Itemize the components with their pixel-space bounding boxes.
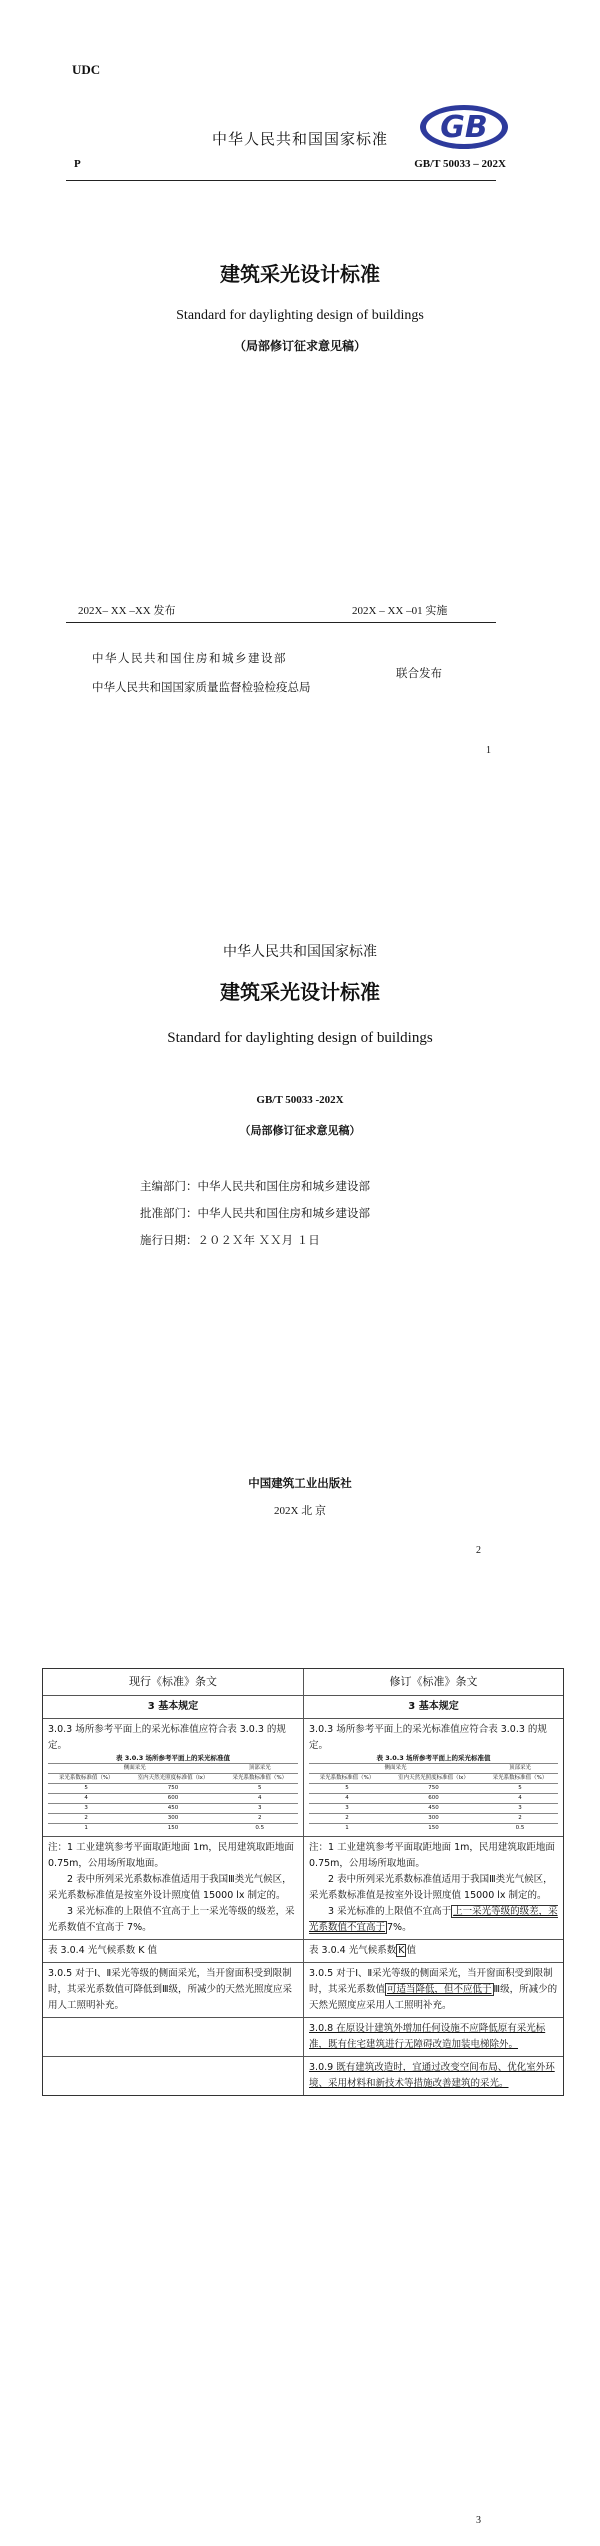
p-label: P (74, 158, 81, 170)
gb-logo-text: GB (440, 110, 488, 145)
table-group-top: 顶部采光 (482, 1764, 558, 1774)
clause-309-row (43, 2056, 563, 2095)
note-1-revised: 注：1 工业建筑参考平面取距地面 1m，民用建筑取距地面 0.75m，公用场所取地面。 (309, 1842, 555, 1869)
column-header-current: 现行《标准》条文 (129, 1675, 217, 1688)
issuer-aqsiq: 中华人民共和国国家质量监督检验检疫总局 (92, 680, 311, 694)
table-row: 5 750 5 (48, 1784, 298, 1794)
issuer-mohurd: 中华人民共和国住房和城乡建设部 (92, 651, 287, 665)
table-head-coefficient: 采光系数标准值（%） (309, 1774, 385, 1784)
table-head-illuminance: 室内天然光照度标准值（lx） (124, 1774, 221, 1784)
revised-text-highlight: 可适当降低，但不应低于 (387, 1984, 492, 1995)
table-row: 5 750 5 (309, 1784, 558, 1794)
table-row: 3 450 3 (309, 1804, 558, 1814)
table-row: 3 450 3 (48, 1804, 298, 1814)
clause-308-revised: 3.0.8 在原设计建筑外增加任何设施不应降低原有采光标准，既有住宅建筑进行无障碍改造加装电梯除外。 (303, 2018, 563, 2056)
gb-logo (418, 102, 510, 152)
table-group-top: 顶部采光 (222, 1764, 298, 1774)
table-row: 4 600 4 (309, 1794, 558, 1804)
page-number-3: 3 (476, 2515, 481, 2526)
note-3-revised: 3 采光标准的上限值不宜高于 上一采光等级的级差，采光系数值不宜高于 7%。 (309, 1906, 558, 1933)
clause-308-current (43, 2018, 303, 2056)
clause-303-row (43, 1718, 563, 1836)
approving-department: 批准部门：中华人民共和国住房和城乡建设部 (140, 1206, 370, 1220)
clause-305-revised: 3.0.5 对于Ⅰ、Ⅱ采光等级的侧面采光，当开窗面积受到限制时，其采光系数值 可适当降低，但不应低于 Ⅲ级，所减少的天然光照度应采用人工照明补充。 (303, 1963, 563, 2017)
implementation-date: 202X – XX –01 实施 (352, 605, 448, 617)
title-page-title-en: Standard for daylighting design of buildings (167, 1030, 433, 1046)
page-number-1: 1 (486, 745, 491, 756)
table-head-coefficient: 采光系数标准值（%） (222, 1774, 298, 1784)
table-303-revised (309, 1754, 558, 1833)
table-303-caption: 表 3.0.3 场所参考平面上的采光标准值 (376, 1754, 491, 1762)
notes-row (43, 1836, 563, 1939)
cover-title-cn: 建筑采光设计标准 (220, 262, 380, 286)
comparison-table (42, 1668, 564, 2096)
table-row: 2 300 2 (48, 1814, 298, 1824)
effective-date: 施行日期：２０２Ｘ年 ＸＸ月 １日 (140, 1233, 320, 1247)
clause-303-revised-text: 3.0.3 场所参考平面上的采光标准值应符合表 3.0.3 的规定。 (309, 1724, 547, 1751)
note-1-current: 注：1 工业建筑参考平面取距地面 1m，民用建筑取距地面 0.75m，公用场所取地面。 (48, 1842, 294, 1869)
title-page-draft-note: （局部修订征求意见稿） (239, 1124, 361, 1137)
clause-305-current: 3.0.5 对于Ⅰ、Ⅱ采光等级的侧面采光，当开窗面积受到限制时，其采光系数值可降低到Ⅲ级，所减少的天然光照度应采用人工照明补充。 (48, 1968, 293, 2011)
issue-date: 202X– XX –XX 发布 (78, 605, 176, 617)
clause-303-current-text: 3.0.3 场所参考平面上的采光标准值应符合表 3.0.3 的规定。 (48, 1724, 286, 1751)
title-page-national-standard: 中华人民共和国国家标准 (223, 944, 377, 960)
table-row: 1 150 0.5 (309, 1824, 558, 1834)
table-row: 1 150 0.5 (48, 1824, 298, 1834)
clause-304-current: 表 3.0.4 光气候系数 K 值 (48, 1945, 157, 1956)
table-group-side: 侧面采光 (48, 1764, 222, 1774)
clause-309-current (43, 2057, 303, 2095)
clause-303-revised (303, 1719, 563, 1836)
publisher: 中国建筑工业出版社 (248, 1476, 352, 1490)
table-head-coefficient: 采光系数标准值（%） (482, 1774, 558, 1784)
clause-304-row (43, 1939, 563, 1962)
note-2-current: 2 表中所列采光系数标准值适用于我国Ⅲ类光气候区，采光系数标准值是按室外设计照度值 15000 lx 制定的。 (48, 1874, 292, 1901)
table-303-current (48, 1754, 298, 1833)
table-row: 4 600 4 (48, 1794, 298, 1804)
table-row: 2 300 2 (309, 1814, 558, 1824)
section-title-left: 3 基本规定 (147, 1701, 199, 1712)
header-rule (66, 180, 496, 181)
notes-revised (303, 1837, 563, 1939)
clause-305-row (43, 1962, 563, 2017)
column-header-revised: 修订《标准》条文 (303, 1669, 563, 1695)
section-title-right: 3 基本规定 (303, 1696, 563, 1718)
cover-draft-note: （局部修订征求意见稿） (233, 339, 366, 353)
section-row (43, 1695, 563, 1718)
date-rule (66, 622, 496, 623)
table-head-coefficient: 采光系数标准值（%） (48, 1774, 124, 1784)
table-head-illuminance: 室内天然光照度标准值（lx） (385, 1774, 482, 1784)
clause-303-current (43, 1719, 303, 1836)
note-3-current: 3 采光标准的上限值不宜高于上一采光等级的级差，采光系数值不宜高于 7%。 (48, 1906, 295, 1933)
page-number-2: 2 (476, 1545, 481, 1556)
udc-label: UDC (72, 62, 101, 77)
table-group-side: 侧面采光 (309, 1764, 482, 1774)
clause-304-revised: 表 3.0.4 光气候系数 K 值 (303, 1940, 563, 1962)
publish-city: 202X 北 京 (274, 1505, 326, 1517)
title-page-title-cn: 建筑采光设计标准 (220, 980, 380, 1004)
cover-title-en: Standard for daylighting design of buildings (176, 308, 424, 323)
clause-309-revised: 3.0.9 既有建筑改造时，宜通过改变空间布局、优化室外环境、采用材料和新技术等措施改善建筑的采光。 (303, 2057, 563, 2095)
notes-current (43, 1837, 303, 1939)
revised-text-highlight: 上一采光等级的级差，采光系数值不宜高于 (309, 1906, 558, 1933)
comparison-header-row (43, 1669, 563, 1695)
joint-issue-label: 联合发布 (396, 666, 442, 680)
k-symbol-highlight: K (398, 1945, 405, 1956)
table-303-caption: 表 3.0.3 场所参考平面上的采光标准值 (115, 1754, 231, 1762)
standard-code: GB/T 50033 – 202X (414, 158, 506, 170)
national-standard-heading: 中华人民共和国国家标准 (211, 130, 388, 148)
note-2-revised: 2 表中所列采光系数标准值适用于我国Ⅲ类光气候区，采光系数标准值是按室外设计照度值 15000 lx 制定的。 (309, 1874, 553, 1901)
chief-department: 主编部门：中华人民共和国住房和城乡建设部 (140, 1179, 370, 1193)
clause-308-row (43, 2017, 563, 2056)
title-page-code: GB/T 50033 -202X (256, 1094, 344, 1106)
